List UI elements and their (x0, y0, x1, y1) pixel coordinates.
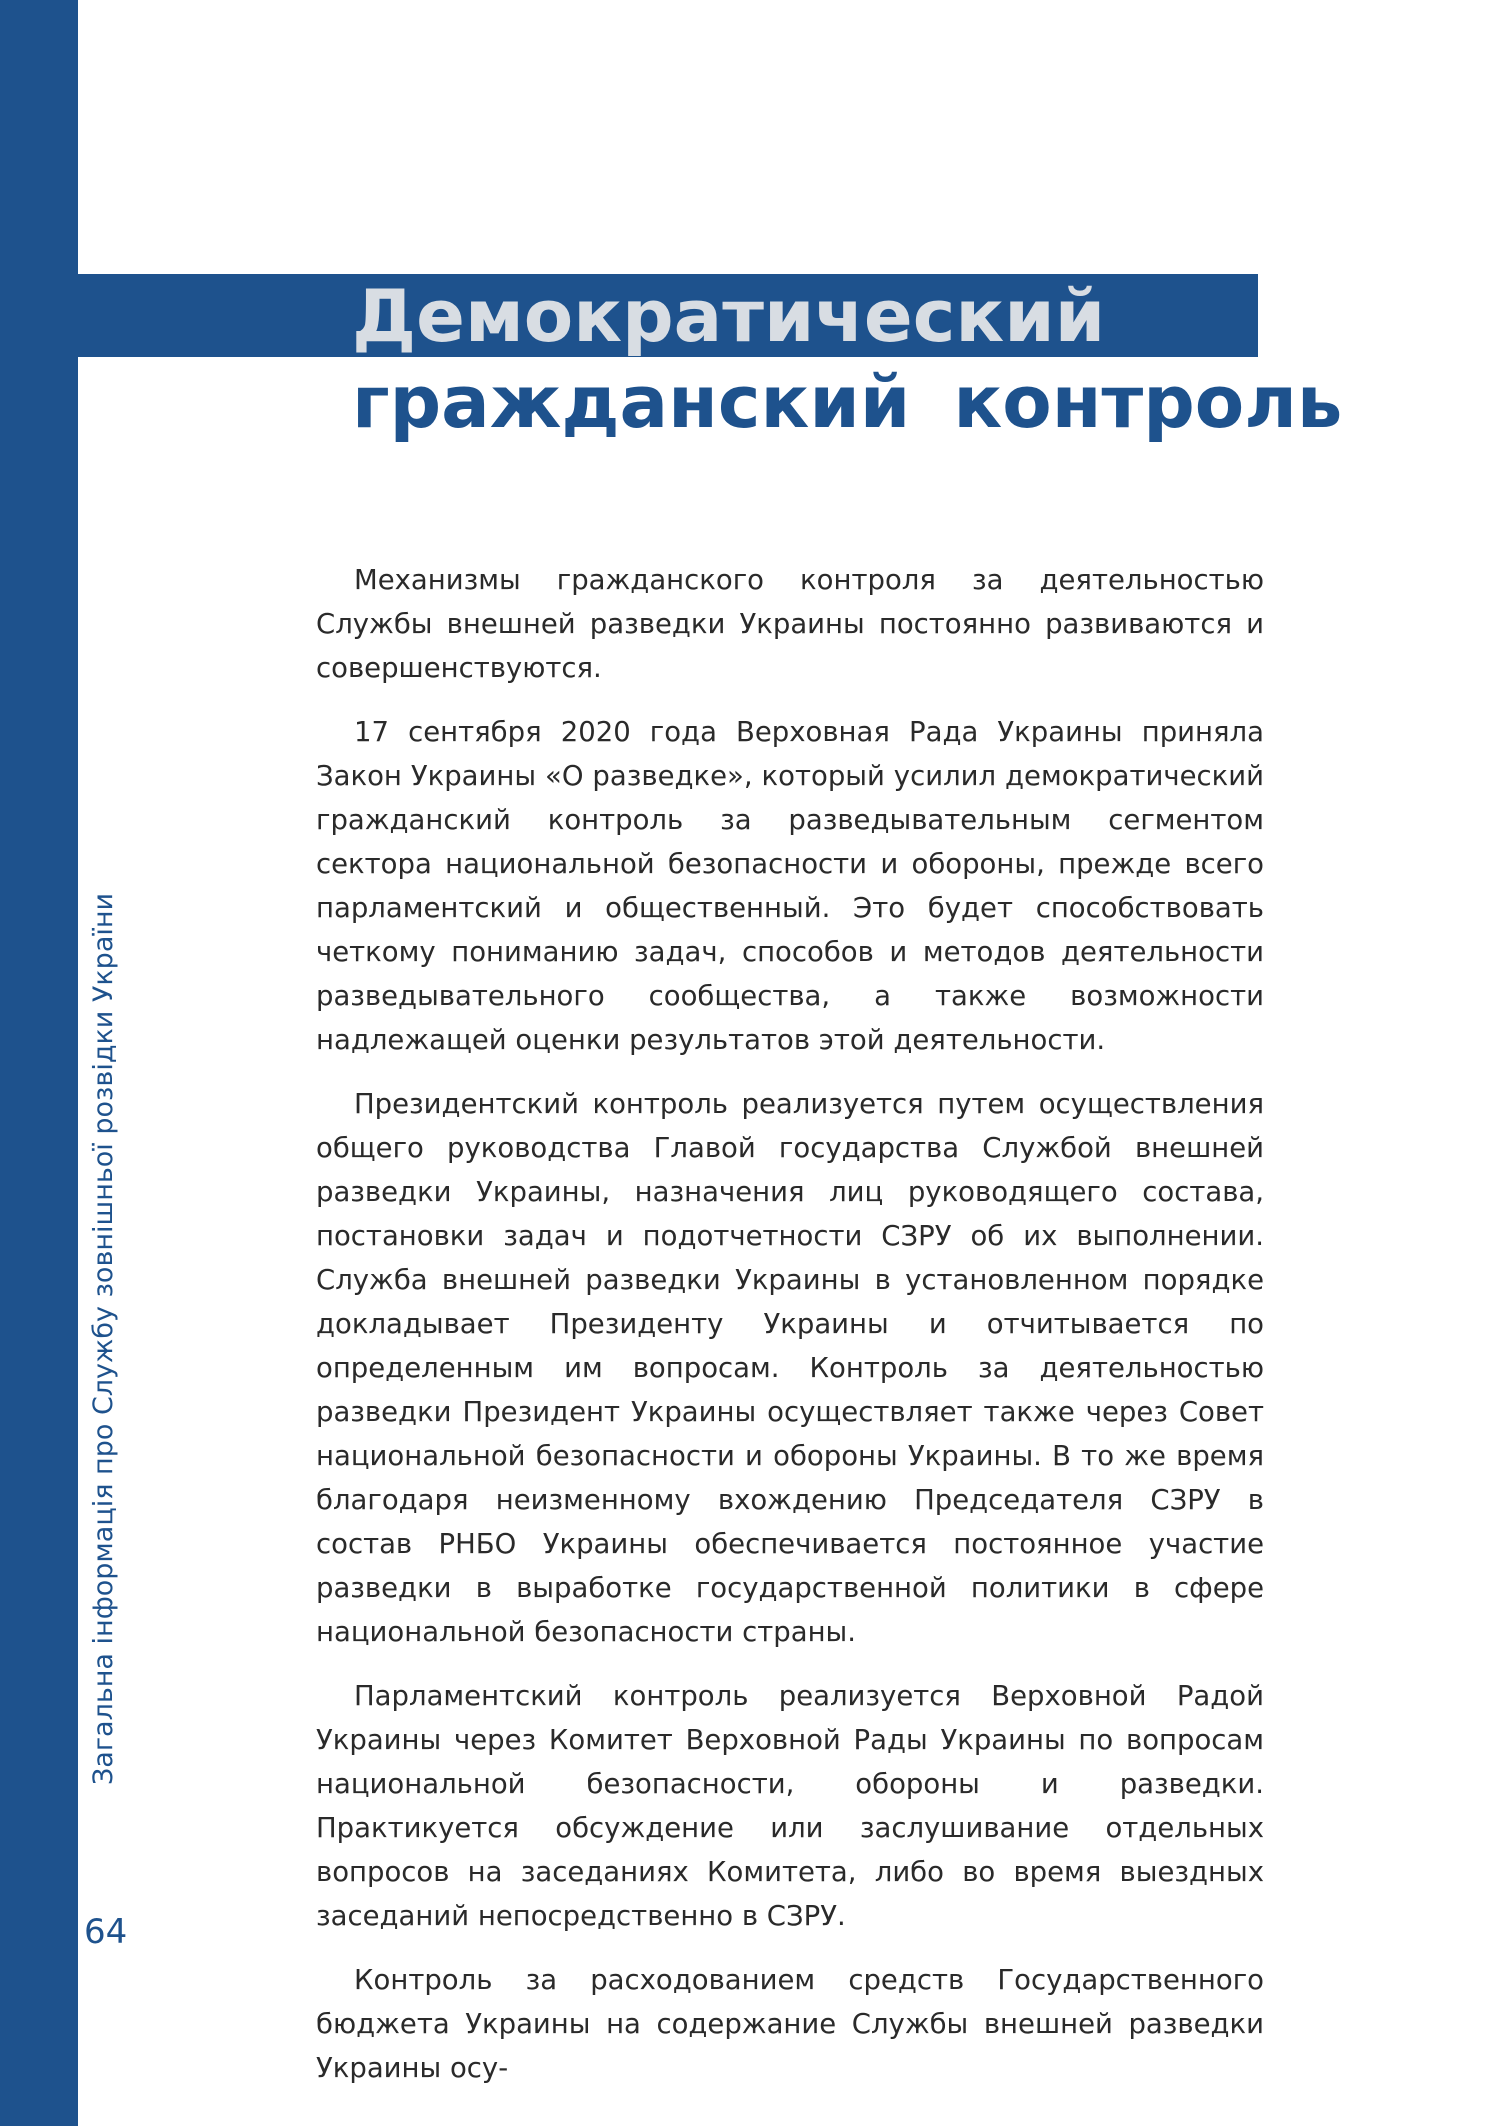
paragraph-2: 17 сентября 2020 года Верховная Рада Украины приняла Закон Украины «О разведке», который усилил демократический гражданский контроль за разведывательным сегментом сектора национальной безопасности и обороны, прежде всего парламентский и общественный. Это будет способствовать четкому пониманию задач, способов и методов деятельности разведывательного сообщества, а также возможности надлежащей оценки результатов этой деятельности. (316, 716, 1264, 1056)
paragraph-1: Механизмы гражданского контроля за деятельностью Службы внешней разведки Украины постоянно развиваются и совершенствуются. (316, 564, 1264, 684)
paragraph-4: Парламентский контроль реализуется Верховной Радой Украины через Комитет Верховной Рады Украины по вопросам национальной безопасности, обороны и разведки. Практикуется обсуждение или заслушивание отдельных вопросов на заседаниях Комитета, либо во время выездных заседаний непосредственно в СЗРУ. (316, 1680, 1264, 1932)
page-title-line-2: гражданский контроль (352, 360, 1343, 444)
paragraph-3: Президентский контроль реализуется путем осуществления общего руководства Главой государства Службой внешней разведки Украины, назначения лиц руководящего состава, постановки задач и подотчетности СЗРУ об их выполнении. Служба внешней разведки Украины в установленном порядке докладывает Президенту Украины и отчитывается по определенным им вопросам. Контроль за деятельностью разведки Президент Украины осуществляет также через Совет национальной безопасности и обороны Украины. В то же время благодаря неизменному вхождению Председателя СЗРУ в состав РНБО Украины обеспечивается постоянное участие разведки в выработке государственной политики в сфере национальной безопасности страны. (316, 1088, 1264, 1648)
side-color-band (0, 0, 78, 2126)
body-text (316, 558, 1264, 2110)
page-number: 64 (84, 1912, 128, 1952)
page-title-line-1: Демократический (352, 274, 1106, 358)
paragraph-5: Контроль за расходованием средств Государственного бюджета Украины на содержание Службы внешней разведки Украины осу- (316, 1964, 1264, 2084)
